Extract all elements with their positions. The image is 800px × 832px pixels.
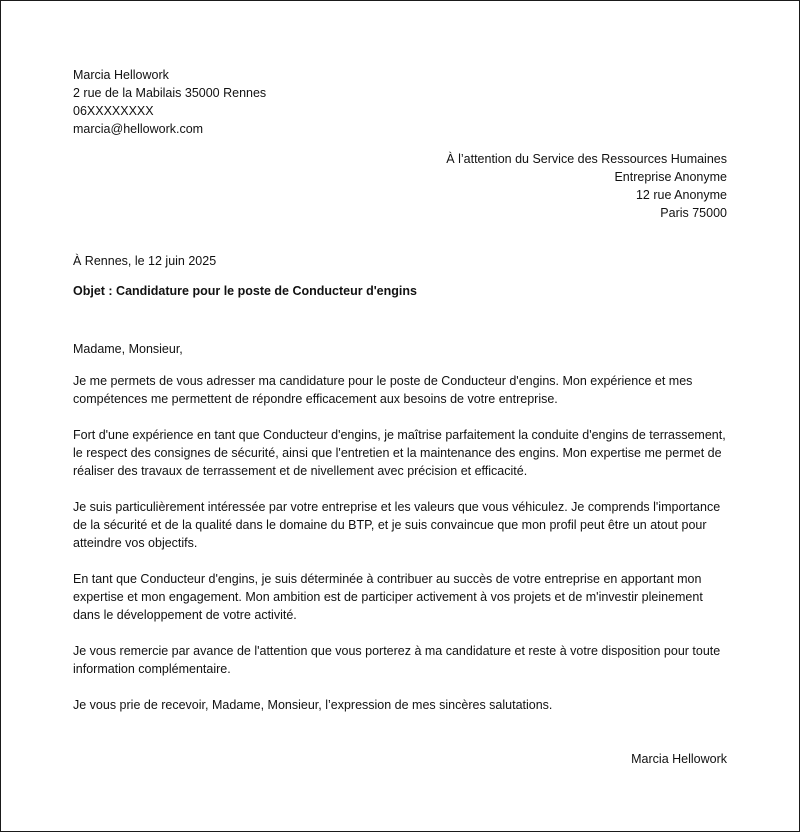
salutation: Madame, Monsieur, [73,342,183,356]
subject-line: Objet : Candidature pour le poste de Conducteur d'engins [73,284,417,298]
paragraph-2: Fort d'une expérience en tant que Conducteur d'engins, je maîtrise parfaitement la conduite d'engins de terrassement, le respect des consignes de sécurité, ainsi que l'entretien et la maintenance des engins. Mon expertise me permet de réaliser des travaux de terrassement et de nivellement avec précision et efficacité. [73,428,726,478]
sender-phone: 06XXXXXXXX [73,104,154,118]
sender-address: 2 rue de la Mabilais 35000 Rennes [73,86,267,100]
sender-block [73,66,266,138]
date-line: À Rennes, le 12 juin 2025 [73,254,217,268]
recipient-city: Paris 75000 [660,206,727,220]
paragraph-5: Je vous remercie par avance de l'attention que vous porterez à ma candidature et reste à votre disposition pour toute information complémentaire. [73,644,721,676]
paragraph-3: Je suis particulièrement intéressée par votre entreprise et les valeurs que vous véhiculez. Je comprends l'importance de la sécurité et de la qualité dans le domaine du BTP, et je suis convaincue que mon profil peut être un atout pour atteindre vos objectifs. [73,500,721,550]
sender-name: Marcia Hellowork [73,68,169,82]
recipient-block [446,150,727,222]
recipient-street: 12 rue Anonyme [635,188,727,202]
paragraph-1: Je me permets de vous adresser ma candidature pour le poste de Conducteur d'engins. Mon expérience et mes compétences me permettent de répondre efficacement aux besoins de votre entreprise. [73,374,693,406]
sender-email: marcia@hellowork.com [73,122,204,136]
paragraph-4: En tant que Conducteur d'engins, je suis déterminée à contribuer au succès de votre entreprise en apportant mon expertise et mon engagement. Mon ambition est de participer activement à vos projets et de m'investir pleinement dans le développement de votre activité. [73,572,703,622]
recipient-attention: À l’attention du Service des Ressources Humaines [446,152,727,166]
closing-formula: Je vous prie de recevoir, Madame, Monsieur, l’expression de mes sincères salutations. [73,698,553,712]
recipient-company: Entreprise Anonyme [614,170,727,184]
signature: Marcia Hellowork [631,752,727,766]
